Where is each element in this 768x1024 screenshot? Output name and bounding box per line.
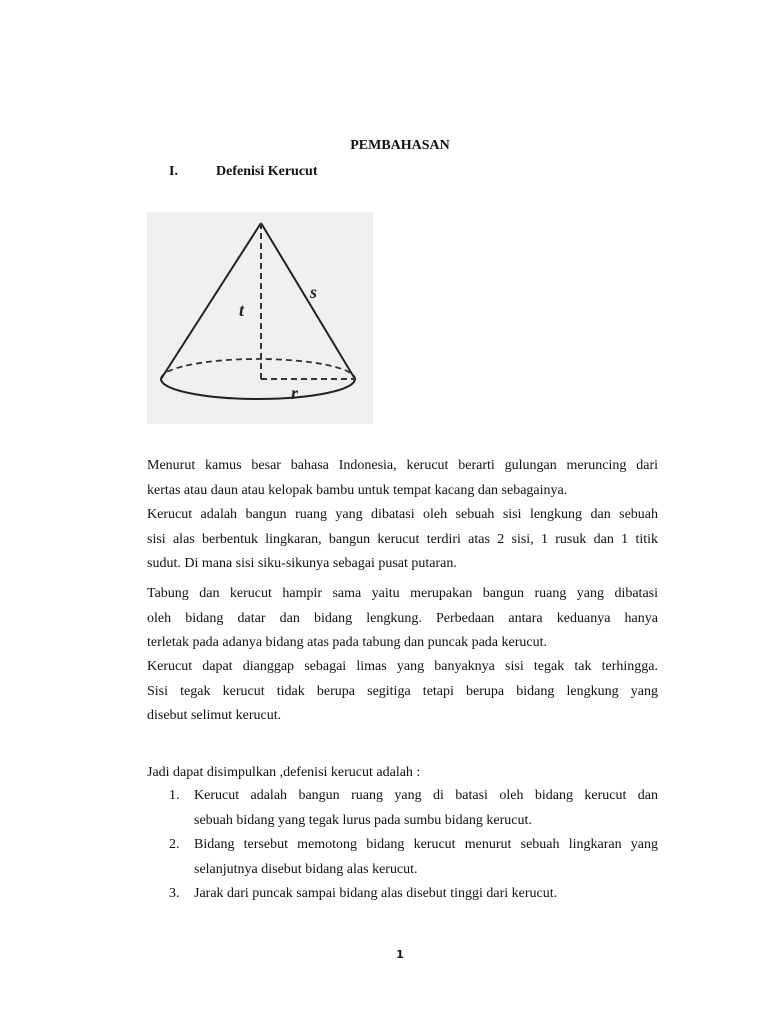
paragraph-line: oleh bidang datar dan bidang lengkung. Perbedaan antara keduanya hanya [147, 610, 658, 626]
section-number: I. [169, 164, 178, 179]
cone-slant-height-s [261, 223, 355, 379]
list-item-line: selanjutnya disebut bidang alas kerucut. [194, 861, 418, 877]
cone-left-side [161, 223, 261, 379]
list-item [147, 784, 658, 833]
list-item-number: 1. [169, 788, 180, 803]
list-item [147, 833, 658, 882]
paragraph-4 [147, 655, 658, 729]
paragraph-3 [147, 582, 658, 656]
label-t: t [239, 300, 245, 320]
paragraph-line: Menurut kamus besar bahasa Indonesia, kerucut berarti gulungan meruncing dari [147, 458, 658, 473]
list-item-line: Bidang tersebut memotong bidang kerucut menurut sebuah lingkaran yang [194, 837, 658, 852]
paragraph-line: disebut selimut kerucut. [147, 708, 282, 723]
cone-base-front-edge [161, 379, 355, 399]
paragraph-line: terletak pada adanya bidang atas pada tabung dan puncak pada kerucut. [147, 635, 547, 650]
paragraph-line: Sisi tegak kerucut tidak berupa segitiga tetapi berupa bidang lengkung yang [147, 683, 658, 699]
section-title: Defenisi Kerucut [216, 164, 318, 179]
paragraph-line: Kerucut adalah bangun ruang yang dibatasi oleh sebuah sisi lengkung dan sebuah [147, 507, 658, 522]
paragraph-2 [147, 503, 658, 577]
list-item-line: sebuah bidang yang tegak lurus pada sumbu bidang kerucut. [194, 812, 532, 828]
list-item-line: Kerucut adalah bangun ruang yang di batasi oleh bidang kerucut dan [194, 788, 658, 803]
paragraph-line: Tabung dan kerucut hampir sama yaitu merupakan bangun ruang yang dibatasi [147, 586, 658, 601]
cone-figure [147, 212, 373, 424]
label-r: r [291, 383, 299, 403]
paragraph-line: sudut. Di mana sisi siku-sikunya sebagai pusat putaran. [147, 556, 457, 571]
list-item-number: 3. [169, 886, 180, 901]
label-s: s [310, 282, 318, 302]
paragraph-1 [147, 454, 658, 503]
conclusion-intro: Jadi dapat disimpulkan ,defenisi kerucut adalah : [147, 765, 421, 780]
list-item [147, 882, 658, 907]
paragraph-line: Kerucut dapat dianggap sebagai limas yang banyaknya sisi tegak tak terhingga. [147, 659, 658, 674]
definition-list [147, 784, 658, 907]
list-item-line: Jarak dari puncak sampai bidang alas disebut tinggi dari kerucut. [194, 886, 558, 901]
list-item-number: 2. [169, 837, 180, 852]
paragraph-line: sisi alas berbentuk lingkaran, bangun kerucut terdiri atas 2 sisi, 1 rusuk dan 1 titik [147, 531, 658, 547]
cone-base-back-edge [161, 359, 355, 379]
page-number: 1 [396, 948, 404, 961]
paragraph-line: kertas atau daun atau kelopak bambu untuk tempat kacang dan sebagainya. [147, 482, 568, 498]
page-title: PEMBAHASAN [350, 138, 450, 153]
